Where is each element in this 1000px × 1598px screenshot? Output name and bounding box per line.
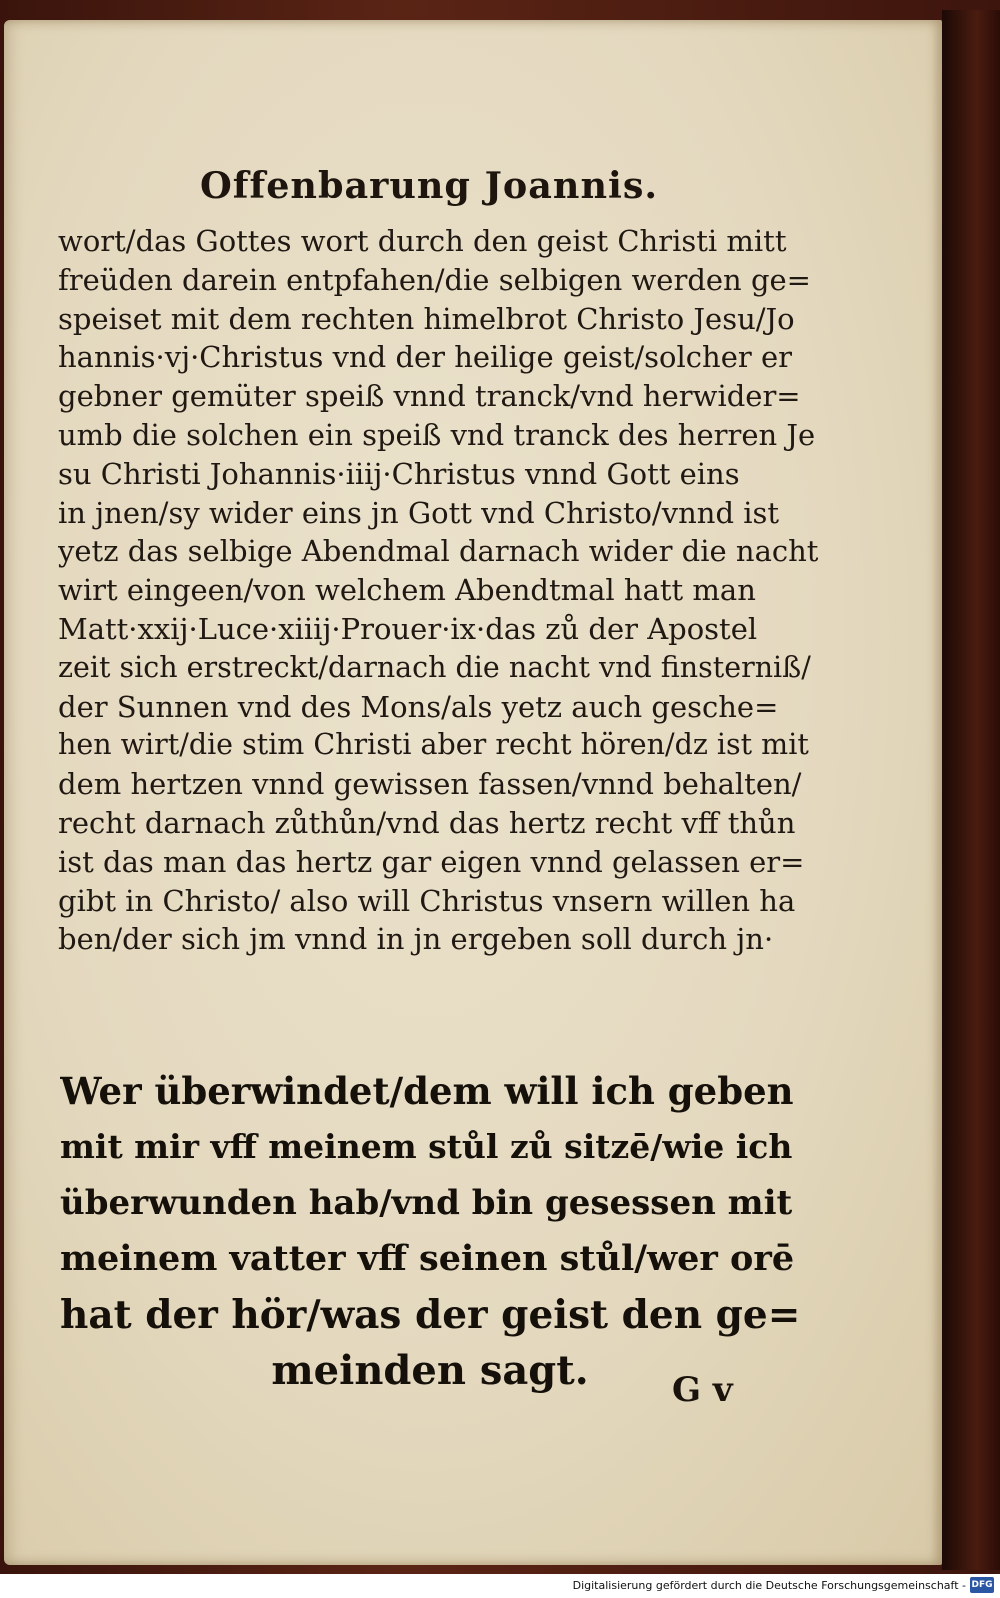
text-line: wort/das Gottes wort durch den geist Christi mitt xyxy=(58,224,787,258)
text-line: dem hertzen vnnd gewissen fassen/vnnd behalten/ xyxy=(58,767,802,802)
text-line: gibt in Christo/ also will Christus vnsern willen ha xyxy=(58,883,796,918)
verse-line: hat der hör/was der geist den ge= xyxy=(60,1292,800,1338)
text-line: recht darnach zůthůn/vnd das hertz recht vff thůn xyxy=(58,805,796,840)
signature-mark: G v xyxy=(672,1370,733,1410)
text-line: freüden darein entpfahen/die selbigen werden ge= xyxy=(58,262,811,297)
verse-line: Wer überwindet/dem will ich geben xyxy=(60,1069,794,1113)
body-text xyxy=(58,222,818,959)
text-line: gebner gemüter speiß vnnd tranck/vnd herwider= xyxy=(58,379,801,414)
footer-credit: Digitalisierung gefördert durch die Deutsche Forschungsgemeinschaft - xyxy=(572,1579,966,1592)
verse-line: mit mir vff meinem stůl zů sitzē/wie ich xyxy=(60,1127,793,1166)
verse-block xyxy=(60,1063,800,1399)
text-line: zeit sich erstreckt/darnach die nacht vnd finsterniß/ xyxy=(58,650,811,684)
dfg-logo-icon: DFG xyxy=(970,1577,994,1593)
text-line: su Christi Johannis·iiij·Christus vnnd Gott eins xyxy=(58,456,740,491)
verse-line: überwunden hab/vnd bin gesessen mit xyxy=(60,1183,793,1223)
text-line: hen wirt/die stim Christi aber recht hören/dz ist mit xyxy=(58,728,809,762)
verse-line: meinem vatter vff seinen stůl/wer orē xyxy=(60,1238,795,1279)
text-line: der Sunnen vnd des Mons/als yetz auch gesche= xyxy=(58,689,779,724)
footer-bar xyxy=(0,1574,1000,1598)
text-line: speiset mit dem rechten himelbrot Christo Jesu/Jo xyxy=(58,301,795,336)
text-line: Matt·xxij·Luce·xiiij·Prouer·ix·das zů der Apostel xyxy=(58,611,758,646)
text-line: ist das man das hertz gar eigen vnnd gelassen er= xyxy=(58,844,805,879)
text-line: in jnen/sy wider eins jn Gott vnd Christo/vnnd ist xyxy=(58,495,780,530)
text-line: ben/der sich jm vnnd in jn ergeben soll durch jn· xyxy=(58,922,774,957)
verse-line: meinden sagt. xyxy=(271,1347,589,1394)
running-head: Offenbarung Joannis. xyxy=(200,164,659,207)
book-edge xyxy=(942,10,1000,1570)
text-line: yetz das selbige Abendmal darnach wider die nacht xyxy=(58,534,818,569)
text-line: hannis·vj·Christus vnd der heilige geist/solcher er xyxy=(58,340,792,375)
text-line: wirt eingeen/von welchem Abendtmal hatt man xyxy=(58,573,756,608)
text-line: umb die solchen ein speiß vnd tranck des herren Je xyxy=(58,417,816,452)
